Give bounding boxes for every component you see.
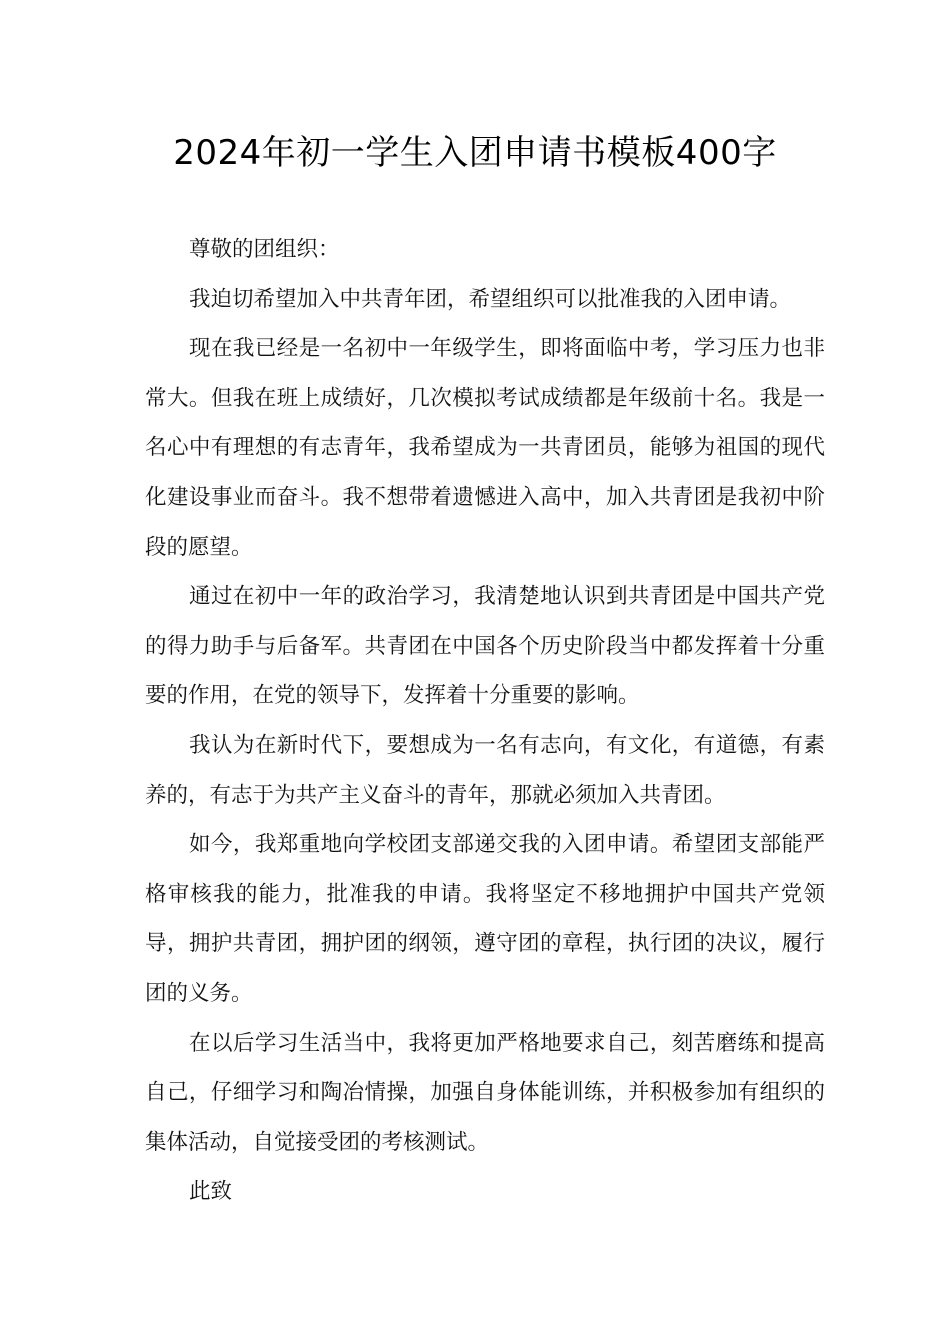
paragraph: 现在我已经是一名初中一年级学生，即将面临中考，学习压力也非常大。但我在班上成绩好，几次模拟考试成绩都是年级前十名。我是一名心中有理想的有志青年，我希望成为一共青团员，能够为祖国的现代化建设事业而奋斗。我不想带着遗憾进入高中，加入共青团是我初中阶段的愿望。 [145,336,825,560]
paragraph: 如今，我郑重地向学校团支部递交我的入团申请。希望团支部能严格审核我的能力，批准我的申请。我将坚定不移地拥护中国共产党领导，拥护共青团，拥护团的纲领，遵守团的章程，执行团的决议，履行团的义务。 [145,832,825,1006]
paragraph: 通过在初中一年的政治学习，我清楚地认识到共青团是中国共产党的得力助手与后备军。共青团在中国各个历史阶段当中都发挥着十分重要的作用，在党的领导下，发挥着十分重要的影响。 [145,584,825,709]
paragraph: 在以后学习生活当中，我将更加严格地要求自己，刻苦磨练和提高自己，仔细学习和陶冶情操，加强自身体能训练，并积极参加有组织的集体活动，自觉接受团的考核测试。 [145,1030,825,1155]
paragraph: 我迫切希望加入中共青年团，希望组织可以批准我的入团申请。 [189,286,792,312]
closing: 此致 [189,1179,233,1205]
document-body [145,225,825,1217]
salutation: 尊敬的团组织： [189,237,340,262]
document-title: 2024年初一学生入团申请书模板400字 [173,133,777,173]
paragraph: 我认为在新时代下，要想成为一名有志向，有文化，有道德，有素养的，有志于为共产主义奋斗的青年，那就必须加入共青团。 [145,732,825,808]
